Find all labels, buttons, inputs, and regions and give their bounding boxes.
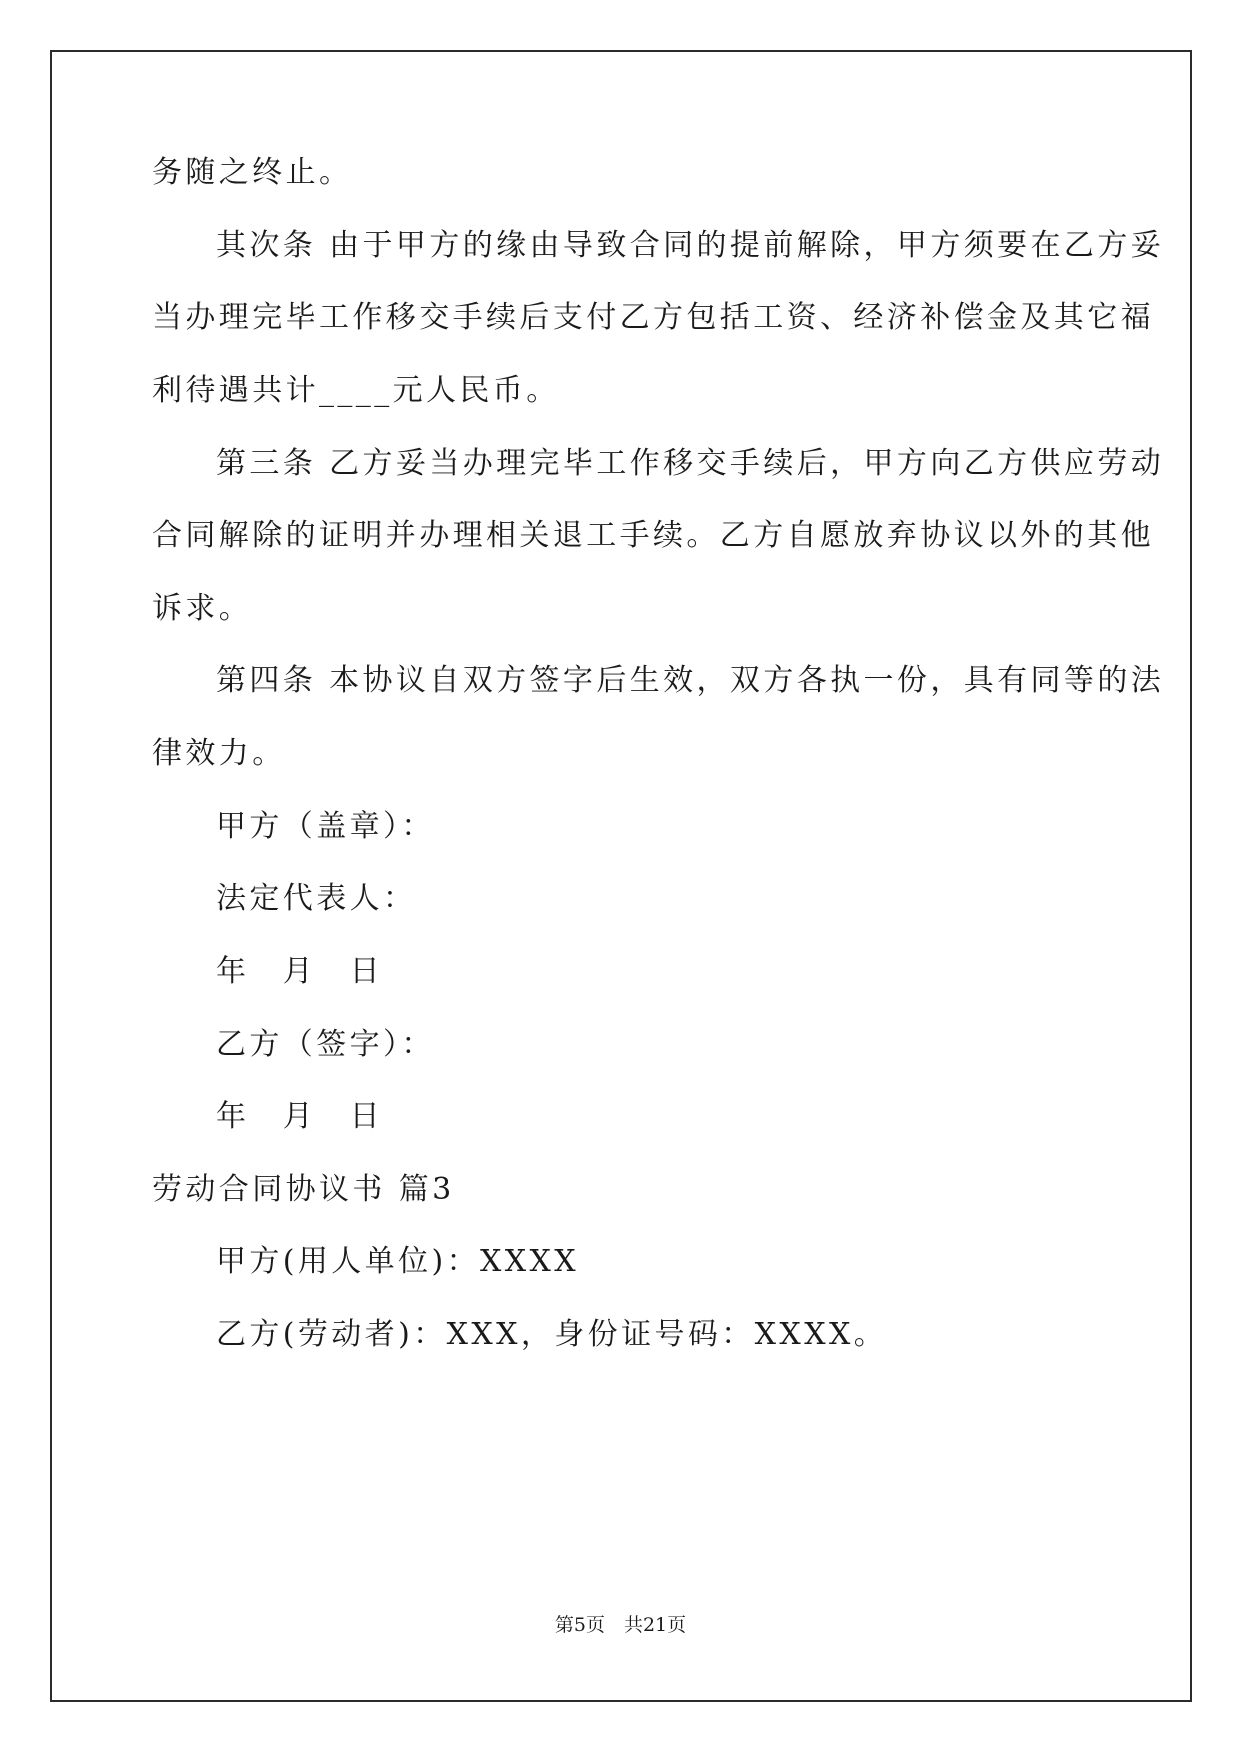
section-title: 劳动合同协议书 篇3 <box>152 1172 455 1207</box>
page-number: 第5页 共21页 <box>554 1614 687 1636</box>
text-line: 合同解除的证明并办理相关退工手续。乙方自愿放弃协议以外的其他 <box>152 518 1154 553</box>
text-line: 利待遇共计____元人民币。 <box>152 373 560 408</box>
party-a-seal-label: 甲方（盖章）： <box>216 809 435 844</box>
legal-representative-label: 法定代表人： <box>216 881 417 916</box>
clause-4-line: 第四条 本协议自双方签字后生效，双方各执一份，具有同等的法 <box>216 663 1165 698</box>
text-line: 律效力。 <box>152 736 286 771</box>
clause-3-line: 第三条 乙方妥当办理完毕工作移交手续后，甲方向乙方供应劳动 <box>216 446 1165 481</box>
date-line: 年 月 日 <box>216 1099 383 1134</box>
text-line: 诉求。 <box>152 591 253 626</box>
date-line: 年 月 日 <box>216 954 383 989</box>
party-a-employer-line: 甲方(用人单位)：XXXX <box>216 1244 580 1279</box>
text-line: 务随之终止。 <box>152 155 353 190</box>
text-line: 当办理完毕工作移交手续后支付乙方包括工资、经济补偿金及其它福 <box>152 300 1154 335</box>
party-b-signature-label: 乙方（签字）： <box>216 1027 435 1062</box>
clause-2-line: 其次条 由于甲方的缘由导致合同的提前解除，甲方须要在乙方妥 <box>216 228 1165 263</box>
party-b-worker-line: 乙方(劳动者)：XXX，身份证号码：XXXX。 <box>216 1317 888 1352</box>
